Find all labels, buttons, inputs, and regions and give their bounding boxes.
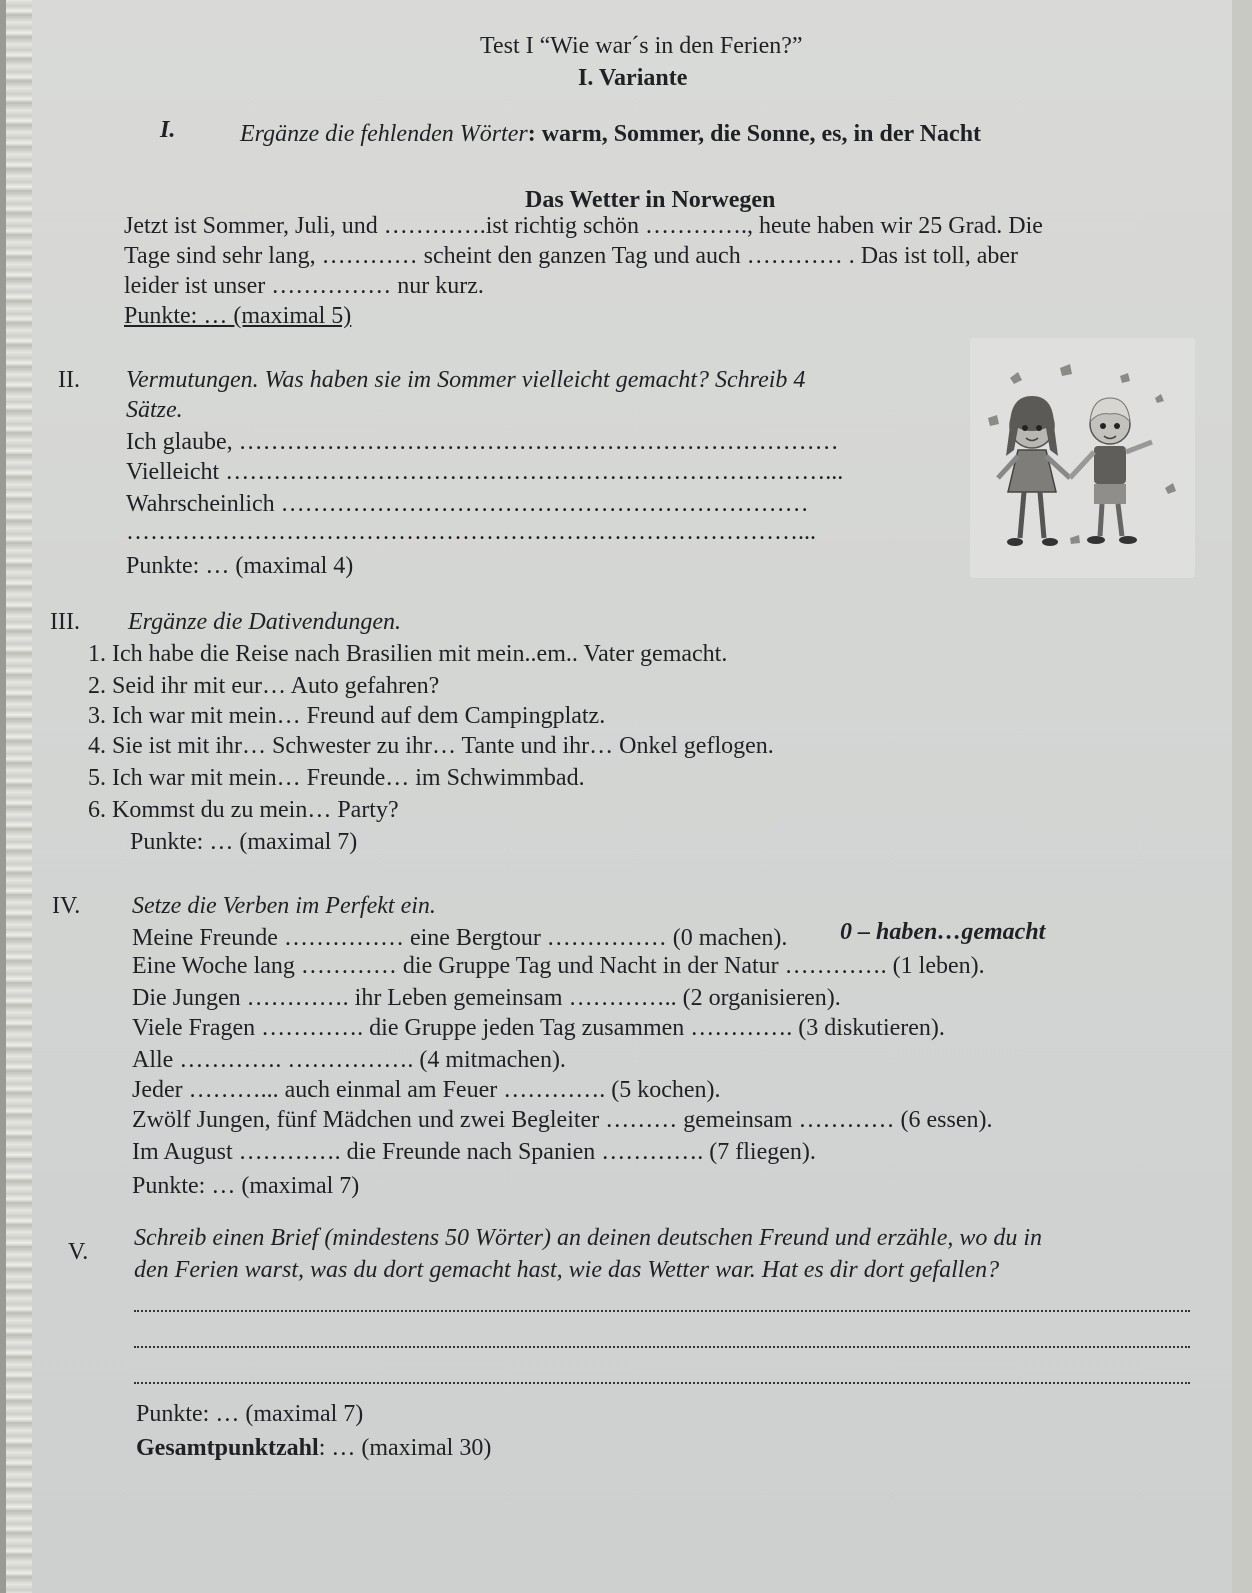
task4-line-6: Zwölf Jungen, fünf Mädchen und zwei Begleiter ……… gemeinsam ………… (6 essen). [132, 1107, 993, 1133]
task5-number: V. [68, 1239, 89, 1265]
leaf-icon [1060, 364, 1072, 376]
task3-item-2: 2. Seid ihr mit eur… Auto gefahren? [88, 673, 440, 699]
task4-instruction: Setze die Verben im Perfekt ein. [132, 893, 436, 919]
leaf-icon [1155, 394, 1164, 403]
variant-label: I. Variante [578, 65, 688, 91]
leaf-icon [1010, 372, 1022, 384]
page-edge [0, 0, 36, 1593]
task1-line-2: Tage sind sehr lang, ………… scheint den ganzen Tag und auch ………… . Das ist toll, aber [124, 243, 1018, 269]
leaf-icon [1165, 483, 1176, 494]
task2-line-3: Wahrscheinlich ………………………………………………………… [126, 491, 809, 517]
leaf-icon [1120, 373, 1130, 383]
task4-line-3: Viele Fragen …………. die Gruppe jeden Tag zusammen …………. (3 diskutieren). [132, 1015, 945, 1041]
answer-line-2 [134, 1346, 1190, 1348]
task3-number: III. [50, 609, 80, 635]
task4-line-5: Jeder ………... auch einmal am Feuer …………. (5 kochen). [132, 1077, 721, 1103]
task4-points: Punkte: … (maximal 7) [132, 1173, 360, 1199]
task3-item-5: 5. Ich war mit mein… Freunde… im Schwimmbad. [88, 765, 585, 791]
task3-item-1: 1. Ich habe die Reise nach Brasilien mit mein..em.. Vater gemacht. [88, 641, 728, 667]
task5-points: Punkte: … (maximal 7) [136, 1401, 364, 1427]
leaf-icon [1070, 535, 1080, 544]
task3-points: Punkte: … (maximal 7) [130, 829, 358, 855]
task4-number: IV. [52, 893, 81, 919]
task1-number: I. [160, 117, 176, 143]
girl-figure [998, 396, 1070, 546]
task2-line-2: Vielleicht …………………………………………………………………... [126, 459, 844, 485]
answer-line-3 [134, 1382, 1190, 1384]
total-score [136, 1434, 491, 1462]
task5-instruction-1: Schreib einen Brief (mindestens 50 Wörter) an deinen deutschen Freund und erzähle, wo du in [134, 1225, 1043, 1251]
children-illustration [970, 338, 1195, 578]
task4-line-0: Meine Freunde …………… eine Bergtour …………… (0 machen). [132, 925, 788, 951]
task1-instruction [240, 120, 981, 148]
task2-instruction-2: Sätze. [126, 397, 183, 423]
task4-line-4: Alle …………. ……………. (4 mitmachen). [132, 1047, 566, 1073]
task2-number: II. [58, 367, 80, 393]
task1-line-3: leider ist unser …………… nur kurz. [124, 273, 484, 299]
task2-line-4: …………………………………………………………………………... [126, 519, 816, 545]
task4-line-2: Die Jungen …………. ihr Leben gemeinsam ………….. (2 organisieren). [132, 985, 841, 1011]
task4-line-1: Eine Woche lang ………… die Gruppe Tag und Nacht in der Natur …………. (1 leben). [132, 953, 985, 979]
test-title: Test I “Wie war´s in den Ferien?” [480, 33, 803, 59]
task2-instruction-1: Vermutungen. Was haben sie im Sommer vielleicht gemacht? Schreib 4 [126, 367, 806, 393]
task3-instruction: Ergänze die Dativendungen. [128, 609, 402, 635]
task2-points: Punkte: … (maximal 4) [126, 553, 354, 579]
task3-item-6: 6. Kommst du zu mein… Party? [88, 797, 399, 823]
task1-heading: Das Wetter in Norwegen [525, 187, 776, 213]
task3-item-4: 4. Sie ist mit ihr… Schwester zu ihr… Tante und ihr… Onkel geflogen. [88, 733, 774, 759]
answer-line-1 [134, 1310, 1190, 1312]
boy-figure [1070, 398, 1152, 544]
task1-instruction-text: Ergänze die fehlenden Wörter [240, 121, 528, 147]
task1-line-1: Jetzt ist Sommer, Juli, und ………….ist richtig schön …………., heute haben wir 25 Grad. Die [124, 213, 1043, 239]
task3-item-3: 3. Ich war mit mein… Freund auf dem Campingplatz. [88, 703, 606, 729]
total-score-value: : … (maximal 30) [318, 1435, 492, 1461]
task4-example: 0 – haben…gemacht [840, 919, 1046, 945]
total-score-label: Gesamtpunktzahl [136, 1435, 319, 1461]
task4-line-7: Im August …………. die Freunde nach Spanien …………. (7 fliegen). [132, 1139, 816, 1165]
task5-instruction-2: den Ferien warst, was du dort gemacht hast, wie das Wetter war. Hat es dir dort gefallen? [134, 1257, 1000, 1283]
task1-word-list: : warm, Sommer, die Sonne, es, in der Nacht [527, 121, 982, 147]
task2-line-1: Ich glaube, ………………………………………………………………… [126, 429, 839, 455]
leaf-icon [988, 415, 999, 426]
task1-points: Punkte: … (maximal 5) [124, 303, 352, 329]
